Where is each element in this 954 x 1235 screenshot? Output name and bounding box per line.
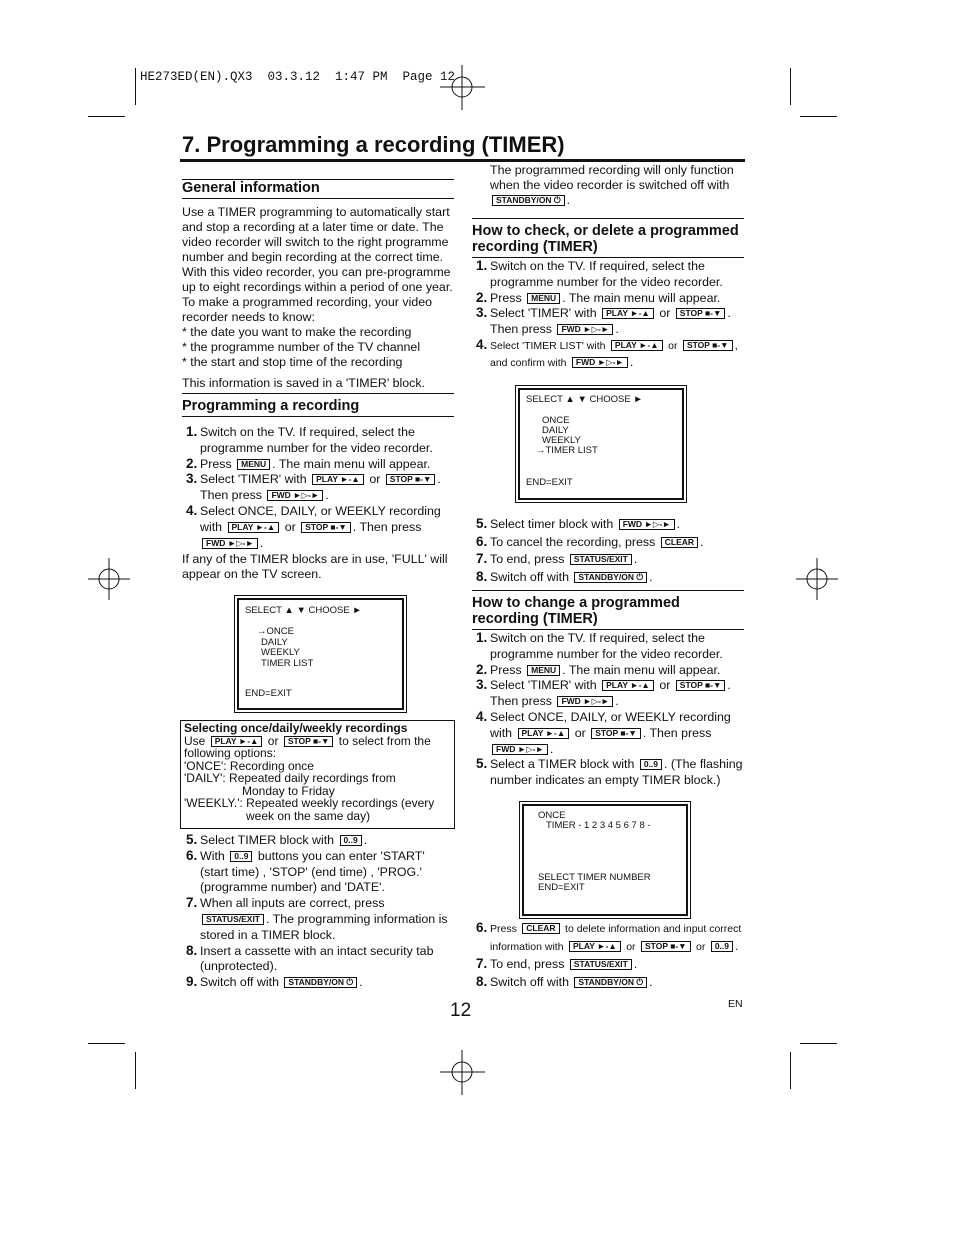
change-step-2: 2. Press MENU . The main menu will appear. bbox=[476, 661, 721, 677]
check-step-6: 6. To cancel the recording, press CLEAR . bbox=[476, 533, 704, 549]
programming-heading: Programming a recording bbox=[182, 393, 454, 417]
check-steps-continued bbox=[472, 516, 744, 586]
check-step-4: 4. Select 'TIMER LIST' with PLAY ►-▲ or STOP ■-▼ , and confirm with FWD ►▷-► . bbox=[476, 336, 738, 369]
step-9: 9. Switch off with STANDBY/ON ⏻ . bbox=[186, 974, 363, 990]
tv-screen-timer-list: SELECT ▲ ▼ CHOOSE ► ONCE DAILY WEEKLY →TIMER LIST END=EXIT bbox=[518, 388, 684, 500]
change-step-7: 7. To end, press STATUS/EXIT . bbox=[476, 956, 638, 971]
crop-mark bbox=[135, 1052, 136, 1089]
step-2: 2. Press MENU . The main menu will appear. bbox=[186, 455, 431, 471]
file-header: HE273ED(EN).QX3 03.3.12 1:47 PM Page 12 bbox=[140, 70, 456, 84]
step-5: 5. Select TIMER block with 0..9 . bbox=[186, 832, 368, 847]
check-delete-heading: How to check, or delete a programmed recording (TIMER) bbox=[472, 218, 744, 258]
change-heading: How to change a programmed recording (TIMER) bbox=[472, 590, 744, 630]
digits-button-label: 0..9 bbox=[340, 835, 362, 846]
change-step-1: 1. Switch on the TV. If required, select the programme number for the video recorder. bbox=[476, 630, 723, 661]
step-8: 8. Insert a cassette with an intact security tab (unprotected). bbox=[186, 942, 434, 974]
page-number: 12 bbox=[450, 1000, 472, 1021]
registration-mark-icon bbox=[88, 558, 130, 600]
check-step-7: 7. To end, press STATUS/EXIT . bbox=[476, 551, 638, 566]
change-steps bbox=[472, 631, 744, 789]
change-step-3: 3. Select 'TIMER' with PLAY ►-▲ or STOP ■-▼ . Then press FWD ►▷-► . bbox=[476, 677, 731, 709]
check-step-8: 8. Switch off with STANDBY/ON ⏻ . bbox=[476, 568, 653, 584]
step-6: 6. With 0..9 buttons you can enter 'START' (start time) , 'STOP' (end time) , 'PROG.' (programme number) and 'DATE'. bbox=[186, 847, 425, 895]
step-3: 3. Select 'TIMER' with PLAY ►-▲ or STOP ■-▼ . Then press FWD ►▷-► . bbox=[186, 471, 441, 503]
selecting-info-box: Selecting once/daily/weekly recordings Use PLAY ►-▲ or STOP ■-▼ to select from the following options: 'ONCE': Recording once 'DAILY': Repeated daily recordings from Monday to Friday 'WEEKLY.': Repeated weekly recordings (every week on the same day) bbox=[180, 720, 455, 829]
saved-text: This information is saved in a 'TIMER' block. bbox=[182, 376, 425, 390]
tv-screen-timer-number: ONCE TIMER - 1 2 3 4 5 6 7 8 - SELECT TIMER NUMBER END=EXIT bbox=[522, 804, 688, 916]
change-step-4: 4. Select ONCE, DAILY, or WEEKLY recording with PLAY ►-▲ or STOP ■-▼ . Then press FWD ►▷-► . bbox=[476, 708, 731, 756]
registration-mark-icon bbox=[440, 1050, 485, 1095]
crop-mark bbox=[88, 116, 125, 117]
title-rule bbox=[180, 159, 745, 162]
general-info-heading: General information bbox=[182, 179, 454, 199]
crop-mark bbox=[790, 1052, 791, 1089]
change-step-5: 5. Select a TIMER block with 0..9 . (The flashing number indicates an empty TIMER block.) bbox=[476, 756, 743, 788]
crop-mark bbox=[88, 1043, 125, 1044]
intro-text: The programmed recording will only function when the video recorder is switched off with STANDBY/ON ⏻ . bbox=[490, 163, 734, 207]
page-title: 7. Programming a recording (TIMER) bbox=[182, 132, 565, 157]
general-info-text: Use a TIMER programming to automatically start and stop a recording at a later time or date. The video recorder will switch to the right programme number and begin recording at the correct time. With this video recorder, you can pre-programme up to eight recordings within a period of one year. To make a programmed recording, your video recorder needs to know: * the date you want to make the recording * the programme number of the TV channel * the start and stop time of the recording bbox=[182, 205, 453, 369]
step-7: 7. When all inputs are correct, press STATUS/EXIT . The programming information is stored in a TIMER block. bbox=[186, 895, 448, 942]
menu-button-label: MENU bbox=[237, 459, 270, 470]
programming-steps bbox=[182, 425, 454, 582]
standby-button-label: STANDBY/ON ⏻ bbox=[284, 977, 357, 988]
stop-button-label: STOP ■-▼ bbox=[386, 474, 436, 485]
full-text: If any of the TIMER blocks are in use, 'FULL' will appear on the TV screen. bbox=[182, 552, 448, 582]
change-steps-continued bbox=[472, 920, 744, 991]
fwd-button-label: FWD ►▷-► bbox=[267, 490, 323, 501]
play-button-label: PLAY ►-▲ bbox=[312, 474, 364, 485]
step-1: 1. Switch on the TV. If required, select the programme number for the video recorder. bbox=[186, 424, 433, 455]
check-step-3: 3. Select 'TIMER' with PLAY ►-▲ or STOP ■-▼ . Then press FWD ►▷-► . bbox=[476, 305, 731, 337]
crop-mark bbox=[800, 116, 837, 117]
step-4: 4. Select ONCE, DAILY, or WEEKLY recording with PLAY ►-▲ or STOP ■-▼ . Then press FWD ►▷-► . bbox=[186, 502, 441, 550]
tv-screen-timer-menu: SELECT ▲ ▼ CHOOSE ► →ONCE DAILY WEEKLY TIMER LIST END=EXIT bbox=[237, 598, 404, 710]
crop-mark bbox=[800, 1043, 837, 1044]
language-tag: EN bbox=[728, 998, 743, 1010]
crop-mark bbox=[135, 68, 136, 105]
crop-mark bbox=[790, 68, 791, 105]
change-step-8: 8. Switch off with STANDBY/ON ⏻ . bbox=[476, 973, 653, 989]
check-step-1: 1. Switch on the TV. If required, select the programme number for the video recorder. bbox=[476, 258, 723, 289]
clear-button-label: CLEAR bbox=[661, 537, 698, 548]
check-step-2: 2. Press MENU . The main menu will appear. bbox=[476, 289, 721, 305]
check-steps bbox=[472, 259, 744, 372]
registration-mark-icon bbox=[796, 558, 838, 600]
change-step-6: 6. Press CLEAR to delete information and input correct information with PLAY ►-▲ or STOP ■-▼ or 0..9 . bbox=[476, 920, 742, 953]
status-exit-button-label: STATUS/EXIT bbox=[202, 914, 264, 925]
check-step-5: 5. Select timer block with FWD ►▷-► . bbox=[476, 516, 681, 531]
programming-steps-continued bbox=[182, 833, 454, 991]
